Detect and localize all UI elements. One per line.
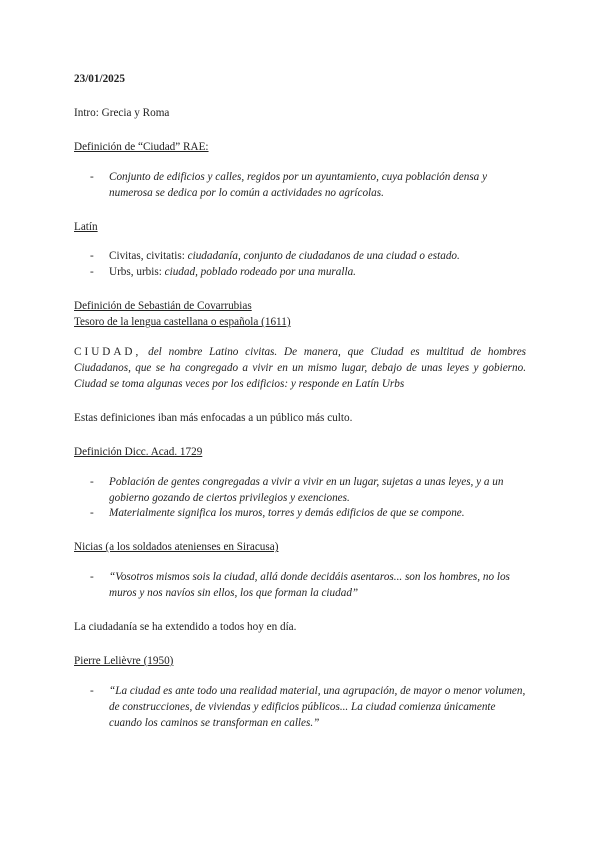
dash-bullet: -: [90, 250, 94, 263]
latin-heading: Latín: [74, 220, 98, 233]
dash-bullet: -: [90, 571, 94, 584]
latin-term: Civitas, civitatis:: [109, 250, 188, 263]
covarrubias-text: del nombre Latino civitas. De manera, que Ciudad es multitud de hombres Ciudadanos, que se ha congregado a vivir en un mismo lugar, debajo de unas leyes y gobierno. Ciudad se toma algunas veces por los edificios: y responde en Latín Urbs: [74, 346, 527, 390]
list-item: [74, 570, 526, 602]
acad-list: [74, 475, 526, 523]
dash-bullet: -: [90, 507, 94, 520]
nicias-heading: Nicias (a los soldados atenienses en Siracusa): [74, 541, 279, 554]
covarrubias-subheading: Tesoro de la lengua castellana o española (1611): [74, 316, 291, 329]
covarrubias-word: CIUDAD,: [74, 346, 142, 359]
dash-bullet: -: [90, 266, 94, 279]
latin-term: Urbs, urbis:: [109, 266, 165, 279]
lelievre-heading: Pierre Lelièvre (1950): [74, 654, 174, 667]
list-item: [74, 506, 526, 522]
rae-definition: Conjunto de edificios y calles, regidos por un ayuntamiento, cuya población densa y numerosa se dedica por lo común a actividades no agrícolas.: [109, 170, 488, 199]
latin-list: [74, 249, 526, 281]
nicias-quote: “Vosotros mismos sois la ciudad, allá donde decidáis asentaros... son los hombres, no los muros y nos navíos sin ellos, los que forman la ciudad”: [109, 571, 510, 600]
dash-bullet: -: [90, 475, 94, 488]
dash-bullet: -: [90, 170, 94, 183]
note-ciudadania: La ciudadanía se ha extendido a todos hoy en día.: [74, 621, 297, 634]
covarrubias-heading: Definición de Sebastián de Covarrubias: [74, 300, 252, 313]
list-item: [74, 249, 526, 265]
list-item: [74, 265, 526, 281]
lelievre-quote: “La ciudad es ante todo una realidad material, una agrupación, de mayor o menor volumen, de construcciones, de viviendas y edificios públicos... La ciudad comienza únicamente cuando los caminos se transforman en calles.”: [109, 684, 526, 729]
latin-definition: ciudadanía, conjunto de ciudadanos de una ciudad o estado.: [187, 250, 460, 263]
rae-list: [74, 170, 526, 202]
nicias-list: [74, 570, 526, 602]
intro-line: Intro: Grecia y Roma: [74, 106, 170, 119]
dash-bullet: -: [90, 684, 94, 697]
acad-definition: Población de gentes congregadas a vivir a vivir en un lugar, sujetas a unas leyes, y a un gobierno gozando de ciertos privilegios y exenciones.: [109, 475, 504, 504]
rae-heading: Definición de “Ciudad” RAE:: [74, 140, 209, 153]
note-culto: Estas definiciones iban más enfocadas a un público más culto.: [74, 411, 353, 424]
lelievre-list: [74, 684, 526, 732]
latin-definition: ciudad, poblado rodeado por una muralla.: [164, 266, 356, 279]
covarrubias-definition: [74, 345, 526, 393]
list-item: [74, 475, 526, 507]
list-item: [74, 170, 526, 202]
acad-definition: Materialmente significa los muros, torres y demás edificios de que se compone.: [109, 507, 465, 520]
date: 23/01/2025: [74, 73, 125, 85]
acad-heading: Definición Dicc. Acad. 1729: [74, 445, 203, 458]
list-item: [74, 684, 526, 732]
